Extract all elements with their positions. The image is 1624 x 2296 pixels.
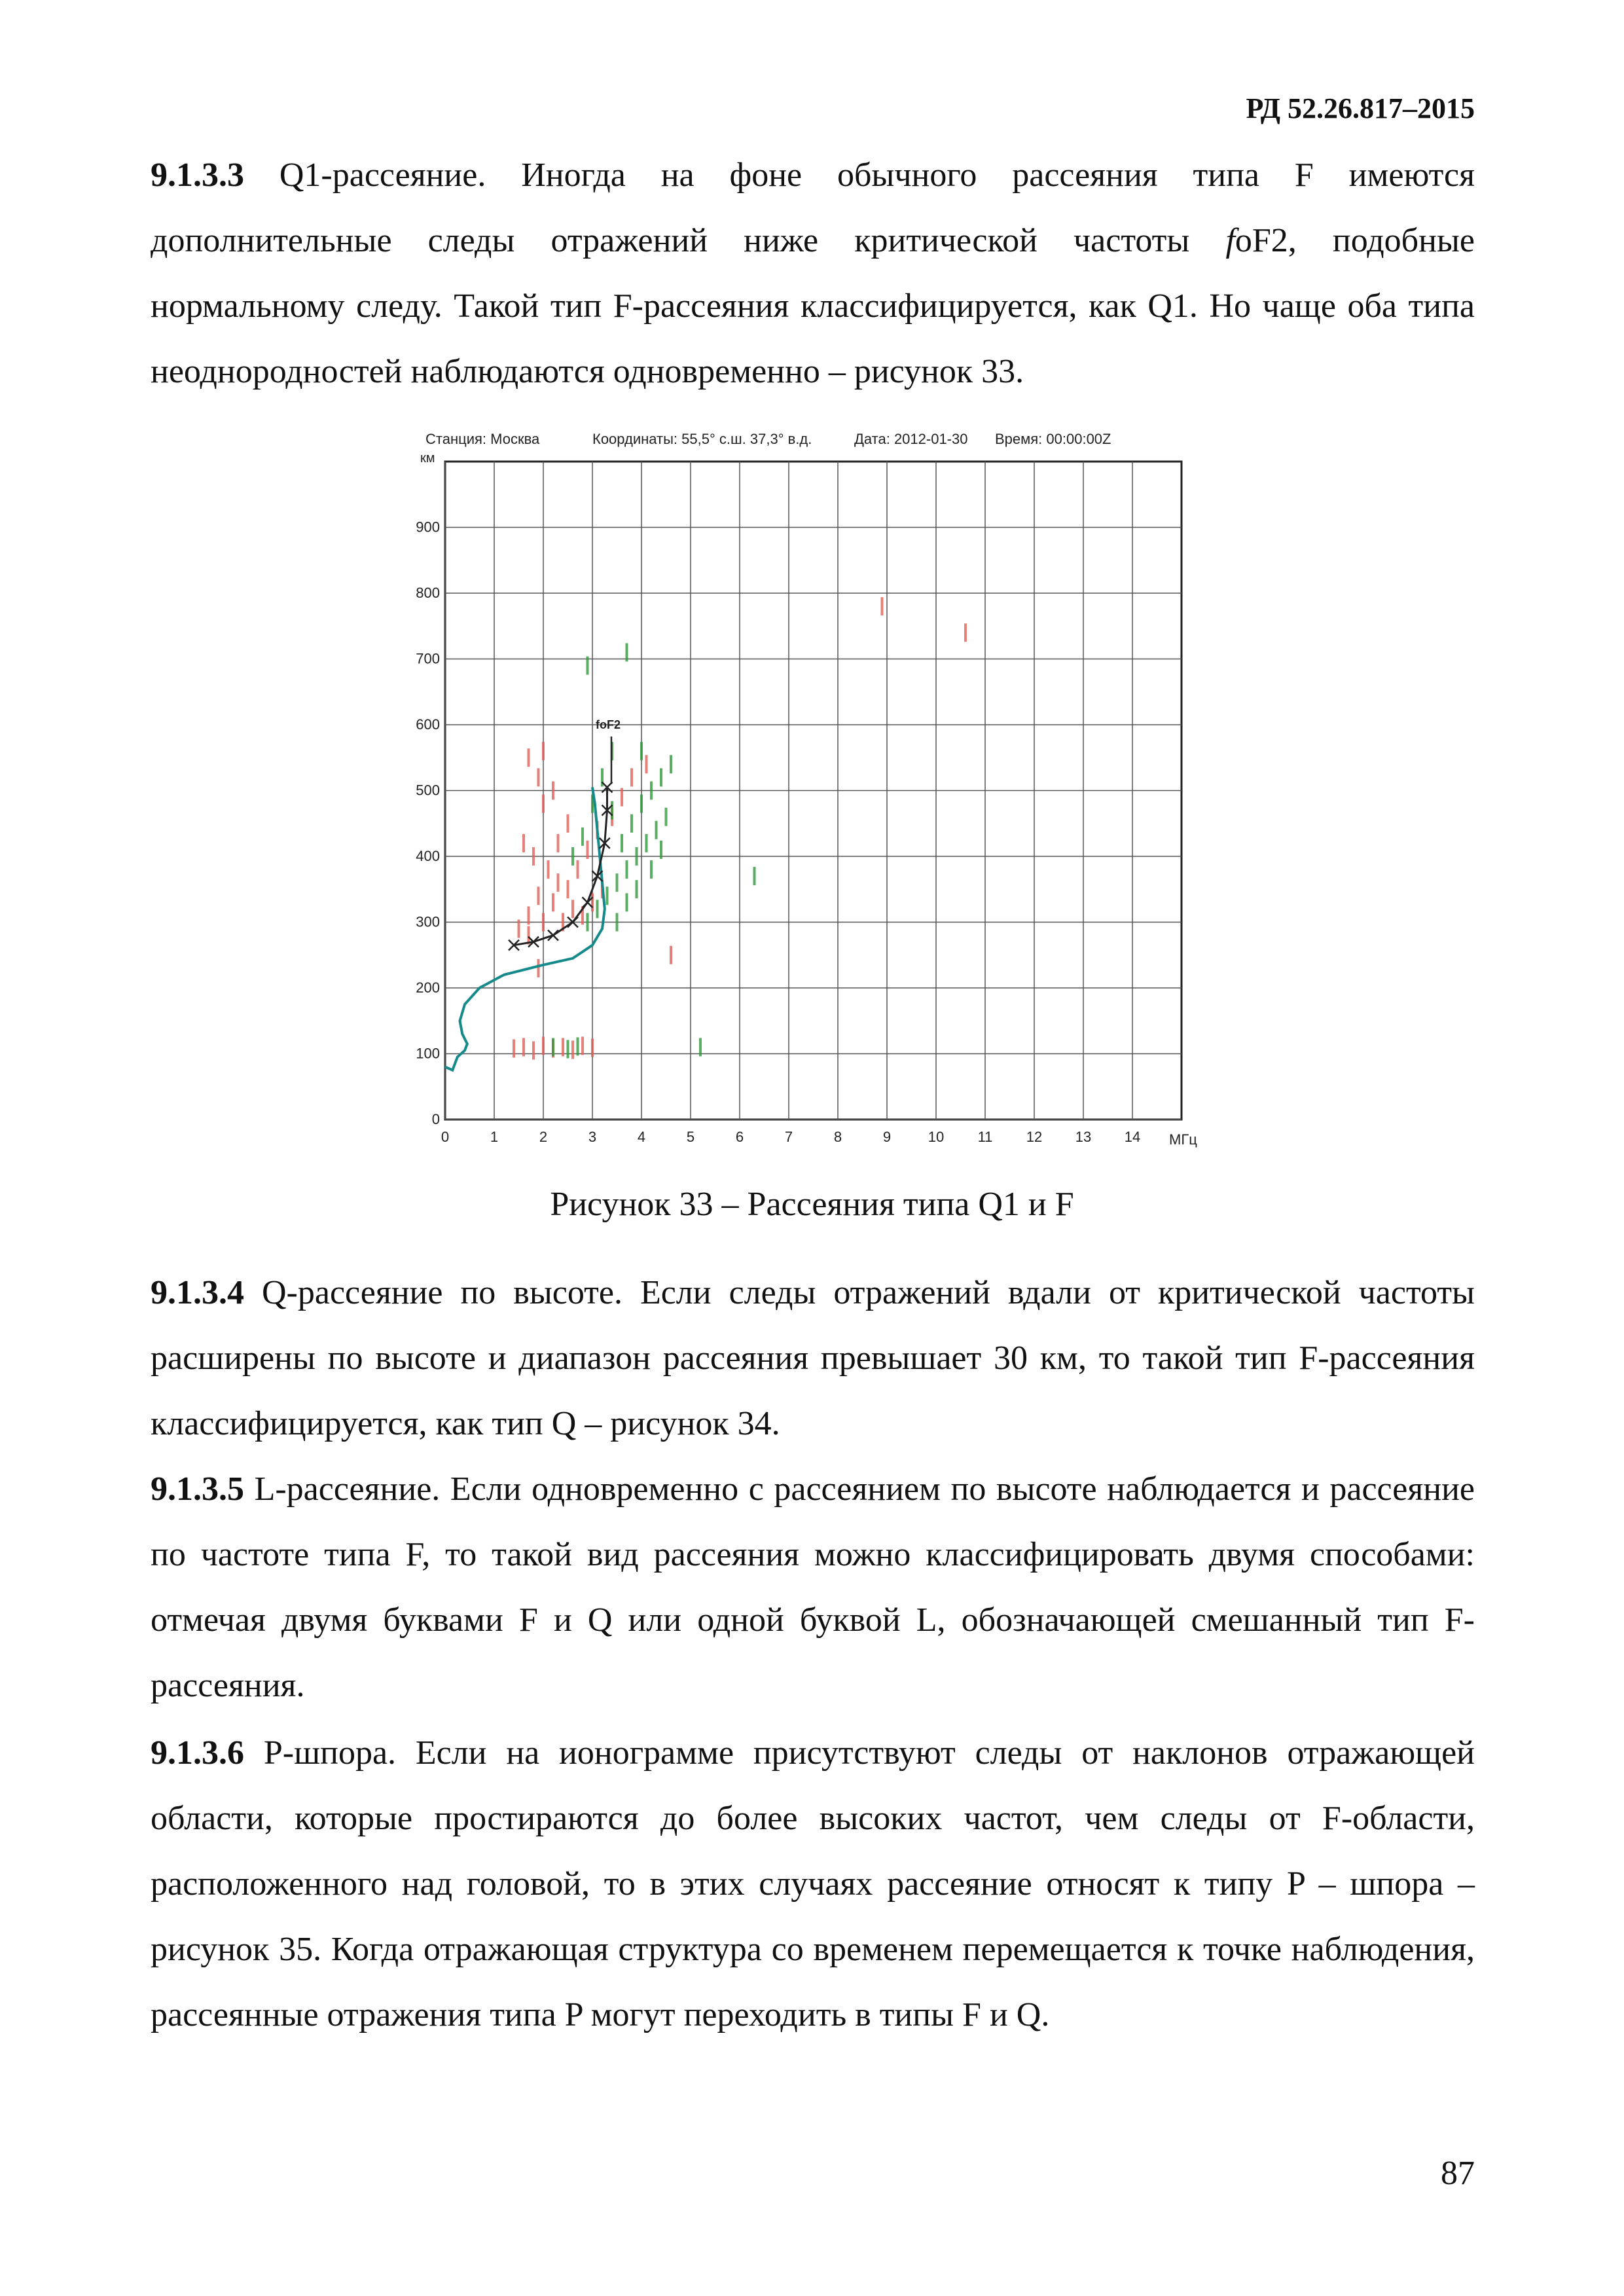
fof2-annotation: foF2 — [596, 718, 621, 731]
x-trace-point — [621, 834, 623, 852]
y-tick-label: 500 — [416, 782, 440, 799]
o-trace-point — [571, 900, 574, 918]
x-trace-point — [626, 893, 628, 911]
o-trace-point — [542, 913, 545, 932]
italic-symbol: f — [1225, 222, 1235, 259]
o-trace-point — [547, 860, 550, 879]
o-trace-point — [528, 906, 530, 924]
chart-grid — [445, 462, 1182, 1120]
x-trace-point — [552, 1038, 554, 1056]
o-trace-point — [532, 847, 535, 866]
o-trace-point — [537, 886, 540, 905]
x-trace-point — [699, 1038, 702, 1056]
o-trace-point — [586, 841, 589, 859]
paragraph-text: L-рассеяние. Если одновременно с рассеянием по высоте наблюдается и рассеяние по частоте типа F, то такой вид рассеяния можно классифицировать двумя способами: отмечая двумя буквами F и Q или одной буквой L, обозначающей смешанный тип F-рассеяния. — [151, 1470, 1475, 1704]
o-trace-point — [577, 860, 579, 879]
x-trace-point — [581, 828, 584, 846]
o-trace-point — [557, 834, 560, 852]
x-trace-point — [630, 814, 633, 833]
x-trace-point — [636, 880, 638, 898]
paragraph-text: P-шпора. Если на ионограмме присутствуют следы от наклонов отражающей области, которые простираются до более высоких частот, чем следы от F-области, расположенного над головой, то в этих случаях рассеяние относят к типу P – шпора – рисунок 35. Когда отражающая структура со временем перемещается к точке наблюдения, рассеянные отражения типа P могут переходить в типы F и Q. — [151, 1734, 1475, 2033]
x-trace-point — [616, 873, 619, 892]
o-trace-point — [552, 893, 554, 911]
x-tick-label: 6 — [735, 1129, 744, 1145]
x-tick-label: 2 — [539, 1129, 548, 1145]
x-trace-point — [626, 860, 628, 879]
x-tick-label: 0 — [441, 1129, 450, 1145]
x-trace-point — [567, 1040, 569, 1058]
y-tick-label: 800 — [416, 585, 440, 601]
y-tick-label: 900 — [416, 519, 440, 536]
paragraph-number: 9.1.3.4 — [151, 1274, 244, 1311]
x-trace-point — [611, 801, 613, 820]
o-trace-point — [881, 597, 884, 615]
date-label: Дата: 2012-01-30 — [854, 431, 968, 447]
x-tick-label: 7 — [784, 1129, 793, 1145]
x-trace-point — [571, 847, 574, 866]
paragraph-9-1-3-4 — [151, 1260, 1475, 1457]
o-trace-point — [518, 920, 520, 938]
o-trace-point — [557, 873, 560, 892]
page-number: 87 — [1441, 2155, 1475, 2192]
x-tick-label: 12 — [1026, 1129, 1043, 1145]
x-trace-point — [650, 860, 653, 879]
o-trace-point — [522, 1038, 525, 1056]
y-tick-label: 200 — [416, 979, 440, 996]
x-tick-label: 14 — [1124, 1129, 1141, 1145]
o-trace-point — [591, 893, 594, 911]
x-trace-point — [606, 886, 609, 905]
x-trace-point — [660, 768, 662, 786]
x-trace-point — [670, 755, 672, 773]
paragraph-9-1-3-6 — [151, 1721, 1475, 2048]
x-trace-point — [596, 900, 599, 918]
o-trace-point — [630, 768, 633, 786]
o-trace-point — [537, 959, 540, 977]
trace-curve-marker — [548, 930, 558, 941]
o-trace-point — [522, 834, 525, 852]
x-trace-point — [640, 742, 643, 760]
o-trace-point — [621, 788, 623, 807]
x-trace-point — [636, 847, 638, 866]
x-trace-point — [665, 808, 668, 826]
x-trace-point — [645, 834, 648, 852]
o-trace-point — [670, 946, 672, 964]
x-trace-point — [660, 841, 662, 859]
x-trace-point — [577, 1037, 579, 1055]
x-tick-label: 8 — [833, 1129, 842, 1145]
y-tick-label: 600 — [416, 716, 440, 733]
x-trace-point — [640, 795, 643, 813]
station-label: Станция: Москва — [425, 431, 540, 447]
document-code: РД 52.26.817–2015 — [1246, 92, 1475, 124]
o-trace-point — [537, 768, 540, 786]
paragraph-number: 9.1.3.6 — [151, 1734, 244, 1772]
x-trace-point — [655, 821, 658, 839]
o-trace-point — [571, 1040, 574, 1059]
coordinates-label: Координаты: 55,5° с.ш. 37,3° в.д. — [592, 431, 812, 447]
x-trace-point — [753, 867, 756, 885]
y-tick-label: 300 — [416, 913, 440, 930]
ionogram-figure — [393, 426, 1218, 1159]
y-tick-label: 700 — [416, 650, 440, 667]
paragraph-number: 9.1.3.5 — [151, 1470, 244, 1508]
x-tick-label: 1 — [490, 1129, 499, 1145]
o-trace-point — [591, 1038, 594, 1057]
x-axis-unit: МГц — [1169, 1131, 1197, 1148]
x-tick-label: 5 — [686, 1129, 695, 1145]
chart-marks — [445, 597, 967, 1070]
o-trace-point — [513, 1039, 515, 1057]
figure-caption: Рисунок 33 – Рассеяния типа Q1 и F — [550, 1186, 1074, 1223]
x-tick-label: 4 — [637, 1129, 646, 1145]
x-tick-label: 10 — [928, 1129, 945, 1145]
o-trace-point — [528, 748, 530, 767]
o-trace-point — [542, 1036, 545, 1055]
paragraph-text: Q1-рассеяние. Иногда на фоне обычного рассеяния типа F имеются дополнительные следы отражений ниже критической частоты — [151, 156, 1475, 259]
o-trace-point — [581, 1036, 584, 1055]
o-trace-point — [542, 742, 545, 760]
x-tick-label: 11 — [977, 1129, 993, 1145]
x-trace-point — [650, 782, 653, 800]
y-tick-label: 100 — [416, 1045, 440, 1062]
time-label: Время: 00:00:00Z — [995, 431, 1111, 447]
o-trace-point — [645, 755, 648, 773]
y-tick-label: 400 — [416, 848, 440, 864]
o-trace-point — [562, 1038, 564, 1056]
y-tick-label: 0 — [431, 1111, 440, 1127]
x-tick-label: 3 — [588, 1129, 597, 1145]
o-trace-point — [964, 623, 967, 642]
o-trace-point — [567, 880, 569, 898]
paragraph-text: Q-рассеяние по высоте. Если следы отражений вдали от критической частоты расширены по высоте и диапазон рассеяния превышает 30 км, то такой тип F-рассеяния классифицируется, как тип Q – рисунок 34. — [151, 1274, 1475, 1442]
paragraph-9-1-3-3 — [151, 143, 1475, 405]
x-trace-point — [586, 913, 589, 932]
o-trace-point — [532, 1041, 535, 1059]
electron-density-profile — [445, 788, 605, 1070]
y-axis-unit: км — [420, 451, 435, 465]
x-tick-label: 13 — [1075, 1129, 1092, 1145]
paragraph-number: 9.1.3.3 — [151, 156, 244, 194]
o-trace-point — [552, 782, 554, 800]
o-trace-point — [542, 795, 545, 813]
paragraph-9-1-3-5 — [151, 1457, 1475, 1719]
paragraph-text: oF2, подобные нормальному следу. Такой тип F-рассеяния классифицируется, как Q1. Но чаще оба типа неоднородностей наблюдаются одновременно – рисунок 33. — [151, 222, 1475, 390]
x-trace-point — [586, 657, 589, 675]
o-trace-point — [567, 814, 569, 833]
x-trace-point — [626, 643, 628, 661]
x-trace-point — [616, 913, 619, 932]
x-tick-label: 9 — [882, 1129, 892, 1145]
